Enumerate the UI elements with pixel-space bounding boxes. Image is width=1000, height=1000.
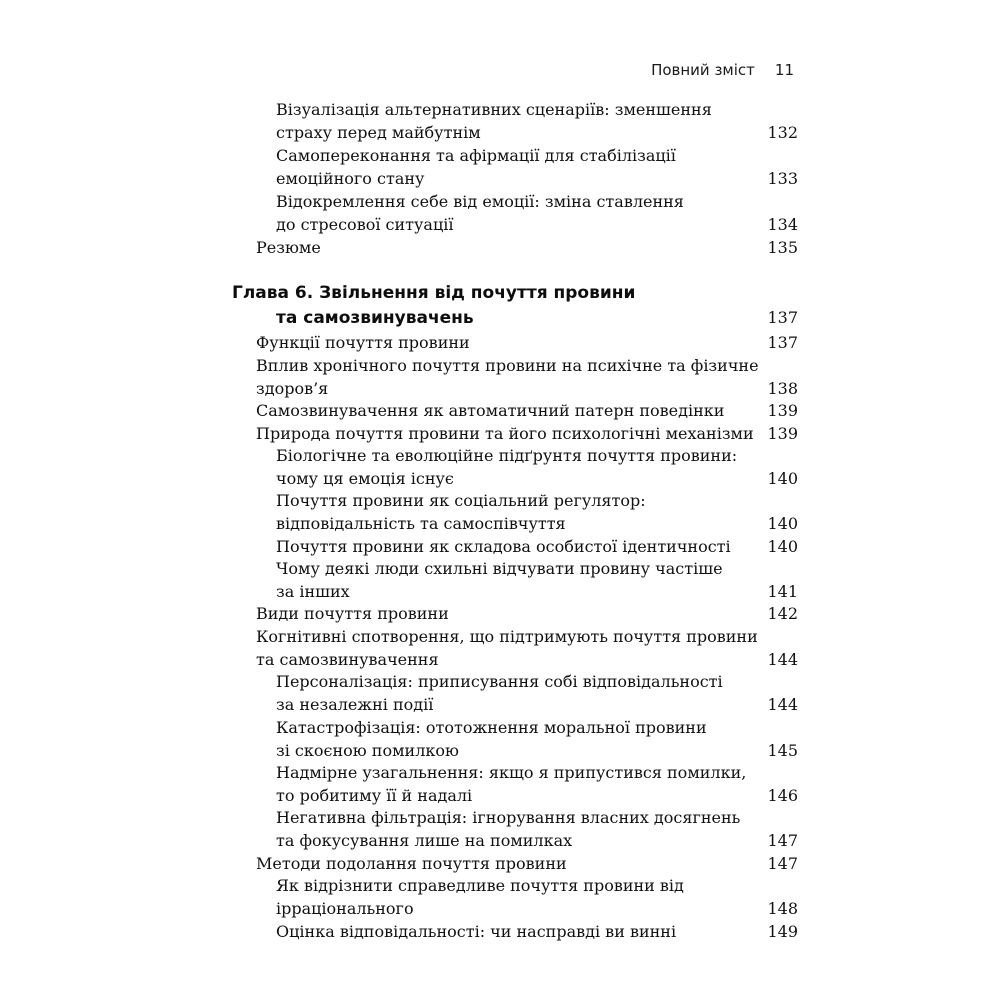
toc-page-number: 137: [767, 333, 798, 352]
chapter-heading: [232, 281, 635, 331]
toc-entry-line: Вплив хронічного почуття провини на психічне та фізичне: [256, 356, 759, 375]
chapter-heading-line: Глава 6. Звільнення від почуття провини: [232, 283, 636, 303]
toc-entry-line: Почуття провини як соціальний регулятор:: [276, 491, 646, 510]
toc-entry-line: за незалежні події: [276, 695, 434, 714]
toc-entry: [276, 761, 746, 807]
toc-entry: [276, 874, 684, 920]
toc-page-number: 132: [767, 123, 798, 142]
toc-entry-line: Як відрізнити справедливе почуття провини від: [276, 876, 684, 895]
toc-entry: [276, 535, 731, 558]
toc-page-number: 149: [767, 922, 798, 941]
toc-entry-line: Надмірне узагальнення: якщо я припустився помилки,: [276, 763, 747, 782]
toc-page-number: 147: [767, 831, 798, 850]
toc-entry-line: Когнітивні спотворення, що підтримують почуття провини: [256, 627, 758, 646]
toc-page-number: 144: [767, 695, 798, 714]
running-header-title: Повний зміст: [651, 61, 755, 79]
toc-page-number: 134: [767, 215, 798, 234]
toc-entry: [276, 920, 676, 943]
toc-entry-line: Функції почуття провини: [256, 333, 470, 352]
toc-entry-line: та фокусування лише на помилках: [276, 831, 573, 850]
toc-entry: [276, 190, 684, 236]
toc-entry-line: Види почуття провини: [256, 604, 449, 623]
toc-page-number: 139: [767, 401, 798, 420]
toc-entry-line: Оцінка відповідальності: чи насправді ви винні: [276, 922, 677, 941]
toc-entry-line: Методи подолання почуття провини: [256, 854, 567, 873]
toc-page-number: 145: [767, 741, 798, 760]
toc-page-number: 140: [767, 469, 798, 488]
toc-entry-line: Почуття провини як складова особистої ідентичності: [276, 537, 731, 556]
running-header-page-number: 11: [774, 61, 794, 79]
toc-entry: [256, 331, 470, 354]
toc-page-number: 133: [767, 169, 798, 188]
toc-entry-line: страху перед майбутнім: [276, 123, 481, 142]
toc-entry-line: чому ця емоція існує: [276, 469, 454, 488]
toc-entry: [276, 557, 723, 603]
toc-page-number: 144: [767, 650, 798, 669]
toc-entry-line: Негативна фільтрація: ігнорування власних досягнень: [276, 808, 741, 827]
toc-page-number: 148: [767, 899, 798, 918]
toc-entry: [276, 806, 740, 852]
toc-entry: [256, 354, 759, 400]
toc-entry-line: зі скоєною помилкою: [276, 741, 459, 760]
toc-entry: [256, 236, 321, 259]
toc-entry: [256, 602, 449, 625]
toc-entry-line: Катастрофізація: ототожнення моральної провини: [276, 718, 707, 737]
toc-entry: [256, 399, 724, 422]
toc-page-number: 137: [767, 308, 798, 327]
toc-entry: [256, 422, 754, 445]
toc-page-number: 135: [767, 238, 798, 257]
toc-entry-line: ірраціонального: [276, 899, 414, 918]
toc-entry-line: то робитиму її й надалі: [276, 786, 473, 805]
toc-entry: [276, 98, 712, 144]
toc-entry-line: відповідальність та самоспівчуття: [276, 514, 566, 533]
toc-page-number: 142: [767, 604, 798, 623]
toc-entry: [276, 670, 723, 716]
toc-entry-line: Самопереконання та афірмації для стабілізації: [276, 146, 676, 165]
toc-entry-line: до стресової ситуації: [276, 215, 454, 234]
toc-entry-line: за інших: [276, 582, 350, 601]
toc-page-number: 140: [767, 514, 798, 533]
toc-page-number: 138: [767, 379, 798, 398]
toc-page-number: 139: [767, 424, 798, 443]
toc-page-number: 141: [767, 582, 798, 601]
toc-entry-line: Візуалізація альтернативних сценаріїв: зменшення: [276, 100, 712, 119]
toc-entry-line: Самозвинувачення як автоматичний патерн поведінки: [256, 401, 725, 420]
toc-entry: [276, 716, 707, 762]
chapter-heading-line: та самозвинувачень: [276, 308, 474, 328]
toc-entry-line: Чому деякі люди схильні відчувати провину частіше: [276, 559, 723, 578]
toc-entry: [276, 489, 646, 535]
toc-entry-line: здоров’я: [256, 379, 329, 398]
toc-entry-line: Резюме: [256, 238, 321, 257]
toc-entry-line: Природа почуття провини та його психологічні механізми: [256, 424, 754, 443]
toc-entry-line: та самозвинувачення: [256, 650, 439, 669]
toc-entry: [256, 852, 567, 875]
toc-entry-line: Відокремлення себе від емоції: зміна ставлення: [276, 192, 684, 211]
toc-entry-line: Персоналізація: приписування собі відповідальності: [276, 672, 723, 691]
toc-entry: [276, 144, 676, 190]
toc-page-number: 140: [767, 537, 798, 556]
toc-page-number: 147: [767, 854, 798, 873]
toc-entry: [276, 444, 737, 490]
toc-page-number: 146: [767, 786, 798, 805]
toc-entry: [256, 625, 758, 671]
toc-entry-line: Біологічне та еволюційне підґрунтя почуття провини:: [276, 446, 738, 465]
toc-entry-line: емоційного стану: [276, 169, 425, 188]
